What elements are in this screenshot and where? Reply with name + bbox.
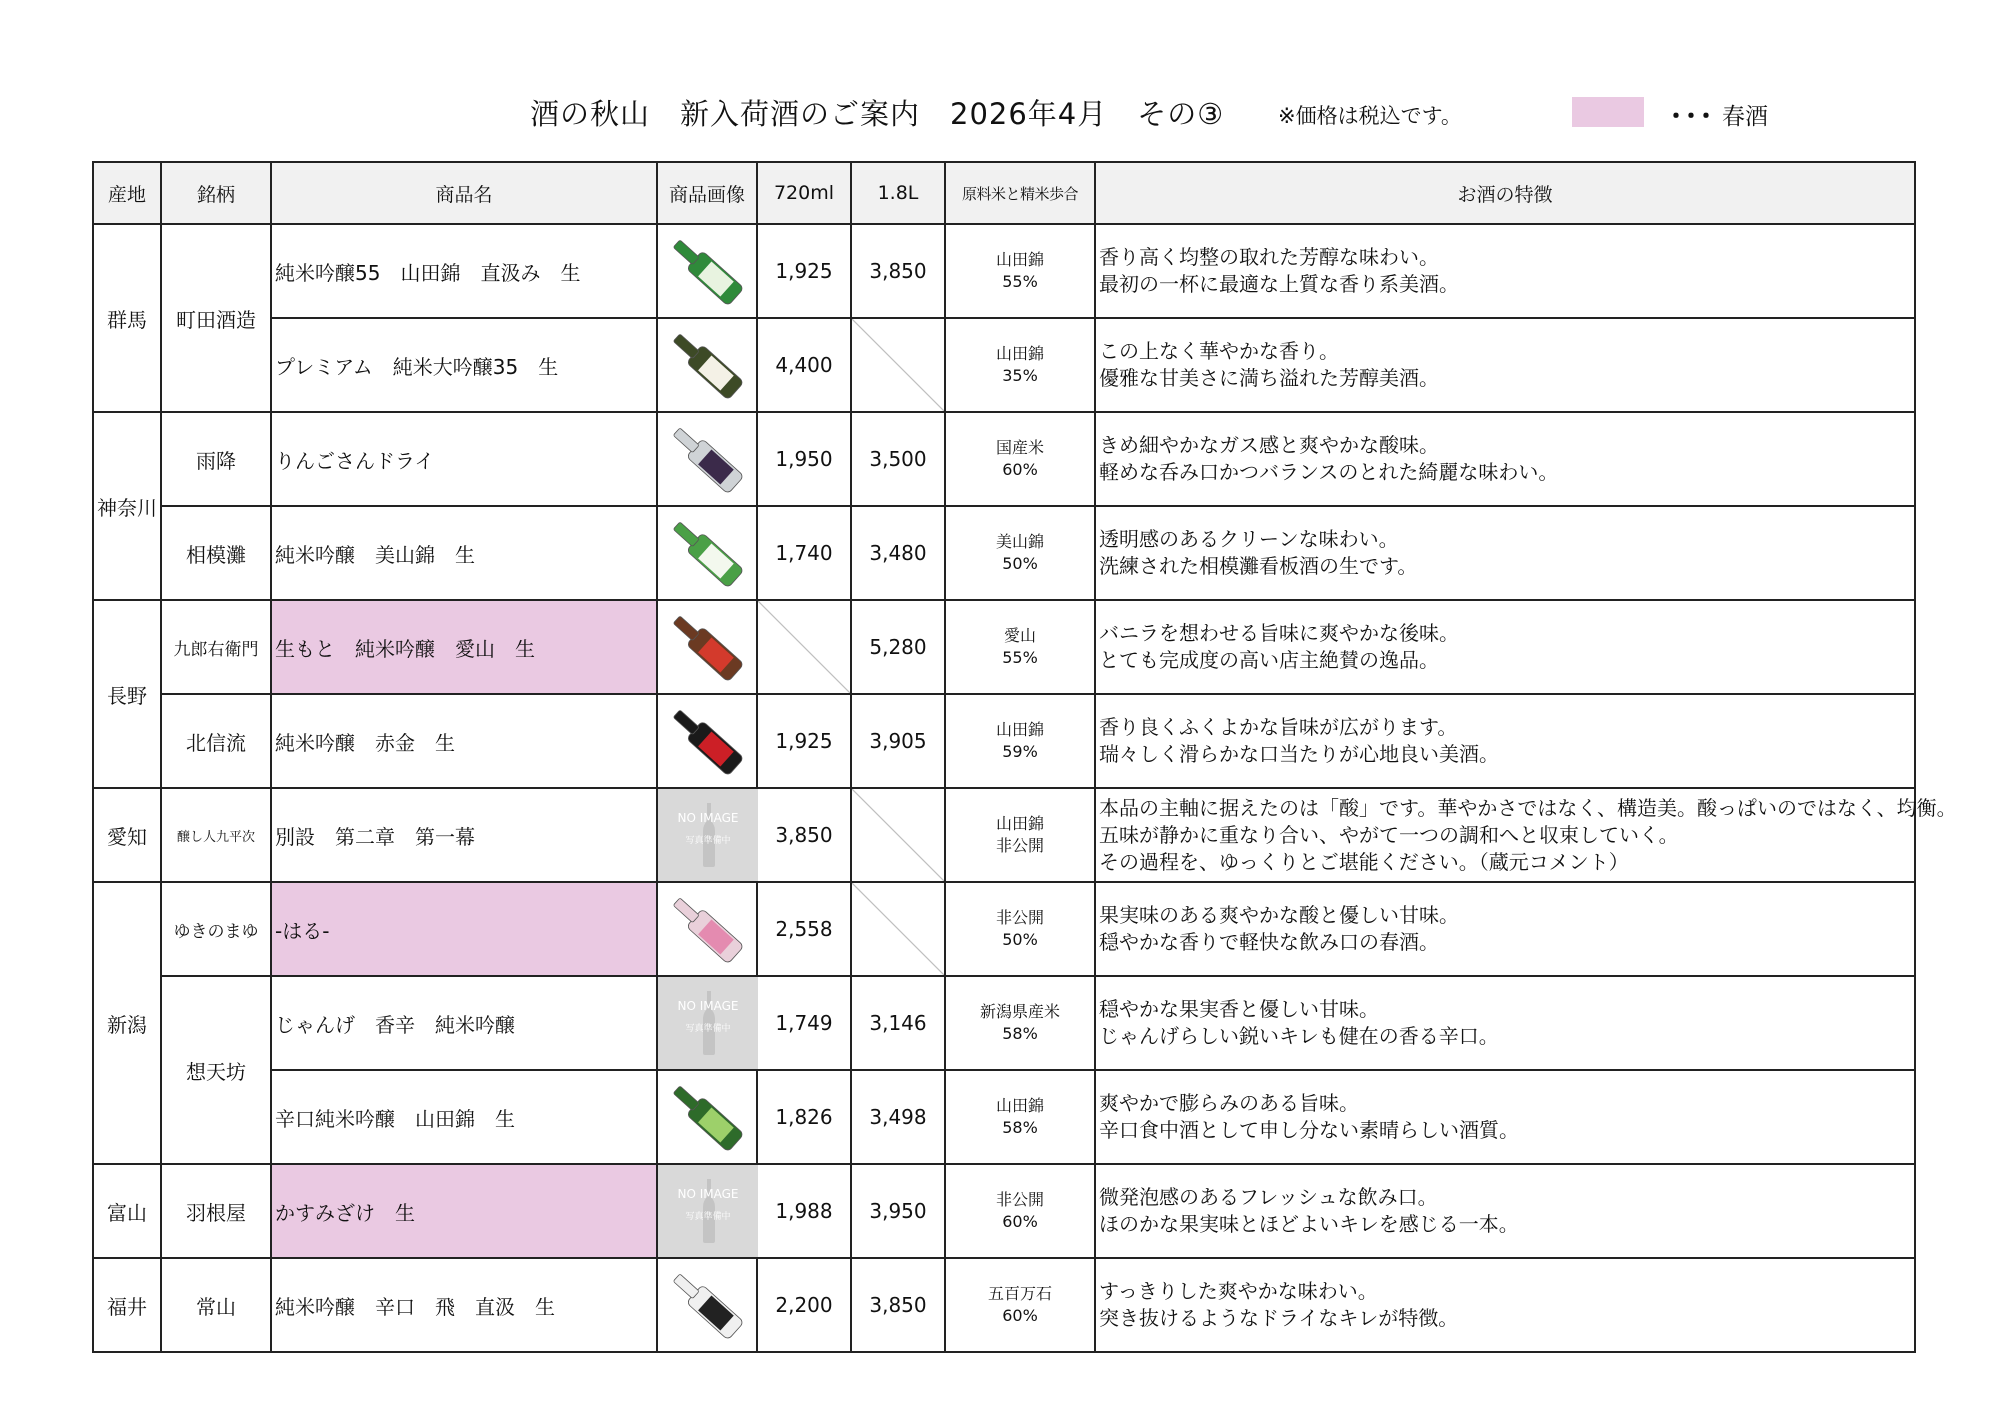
price-720ml-cell: 1,740 [757, 506, 851, 600]
no-image-label: NO IMAGE [677, 1187, 739, 1201]
bottle-icon [667, 510, 747, 596]
description-line: じゃんげらしい鋭いキレも健在の香る辛口。 [1099, 1024, 1499, 1048]
description-line: この上なく華やかな香り。 [1099, 339, 1339, 363]
rice-name: 非公開 [995, 908, 1044, 927]
rice-name: 国産米 [995, 438, 1044, 457]
tax-note: ※価格は税込です。 [1278, 104, 1462, 128]
table-row [93, 882, 1915, 976]
table-body [93, 224, 1957, 1352]
brand-cell: 相模灘 [161, 506, 271, 600]
polish-ratio: 60% [1002, 1306, 1038, 1325]
description-line: 軽めな呑み口かつバランスのとれた綺麗な味わい。 [1099, 460, 1559, 484]
brand-cell: 醸し人九平次 [161, 788, 271, 882]
no-image-label: NO IMAGE [677, 999, 739, 1013]
table-row [93, 1258, 1915, 1352]
polish-ratio: 50% [1002, 930, 1038, 949]
col-header-image: 商品画像 [657, 162, 757, 224]
no-image-label: NO IMAGE [677, 811, 739, 825]
description-line: 辛口食中酒として申し分ない素晴らしい酒質。 [1099, 1118, 1519, 1142]
description-line: 穏やかな香りで軽快な飲み口の春酒。 [1099, 930, 1439, 954]
product-image-cell [657, 976, 757, 1070]
polish-ratio: 55% [1002, 272, 1038, 291]
description-line: すっきりした爽やかな味わい。 [1099, 1279, 1378, 1303]
table-row [93, 976, 1915, 1070]
polish-ratio: 58% [1002, 1118, 1038, 1137]
brand-cell: 想天坊 [161, 976, 271, 1164]
brand-cell: 北信流 [161, 694, 271, 788]
product-image-cell [657, 882, 757, 976]
bottle-icon [667, 604, 747, 690]
rice-cell [945, 600, 1095, 694]
table-header-row [93, 162, 1915, 224]
description-line: その過程を、ゆっくりとご堪能ください。（蔵元コメント） [1099, 849, 1629, 874]
description-cell [1095, 1070, 1915, 1164]
rice-cell [945, 976, 1095, 1070]
bottle-icon [667, 1262, 747, 1348]
price-1800ml-cell [851, 318, 945, 412]
polish-ratio: 55% [1002, 648, 1038, 667]
rice-cell [945, 318, 1095, 412]
price-720ml-cell: 3,850 [757, 788, 851, 882]
page-title: 酒の秋山 新入荷酒のご案内 2026年4月 その③ [530, 97, 1225, 131]
description-line: とても完成度の高い店主絶賛の逸品。 [1099, 648, 1439, 672]
description-cell [1095, 1164, 1915, 1258]
rice-cell [945, 882, 1095, 976]
rice-name: 五百万石 [987, 1284, 1052, 1303]
region-cell: 群馬 [93, 224, 161, 412]
brand-cell: 常山 [161, 1258, 271, 1352]
product-name-cell: 別設 第二章 第一幕 [271, 788, 657, 882]
rice-name: 非公開 [995, 1190, 1044, 1209]
price-720ml-cell: 2,200 [757, 1258, 851, 1352]
rice-cell [945, 506, 1095, 600]
description-line: 五味が静かに重なり合い、やがて一つの調和へと収束していく。 [1099, 822, 1679, 847]
price-1800ml-cell [851, 788, 945, 882]
description-line: 本品の主軸に据えたのは「酸」です。華やかさではなく、構造美。酸っぱいのではなく、均衡。 [1099, 795, 1957, 820]
description-line: バニラを想わせる旨味に爽やかな後味。 [1099, 621, 1459, 645]
description-cell [1095, 788, 1957, 882]
col-header-region: 産地 [93, 162, 161, 224]
brand-cell: 九郎右衛門 [161, 600, 271, 694]
product-image-cell [657, 694, 757, 788]
page-header [0, 92, 2000, 132]
product-name-cell: 純米吟醸55 山田錦 直汲み 生 [271, 224, 657, 318]
price-720ml-cell: 1,925 [757, 224, 851, 318]
table-row [93, 694, 1915, 788]
rice-cell [945, 1258, 1095, 1352]
description-cell [1095, 318, 1915, 412]
bottle-icon [667, 416, 747, 502]
price-720ml-cell: 1,826 [757, 1070, 851, 1164]
description-line: 微発泡感のあるフレッシュな飲み口。 [1099, 1185, 1438, 1209]
price-720ml-cell: 1,950 [757, 412, 851, 506]
table-row [93, 788, 1915, 882]
price-1800ml-cell: 3,498 [851, 1070, 945, 1164]
rice-cell [945, 1070, 1095, 1164]
table-row [93, 224, 1915, 318]
region-cell: 福井 [93, 1258, 161, 1352]
rice-name: 愛山 [1003, 626, 1036, 645]
description-line: 洗練された相模灘看板酒の生です。 [1099, 554, 1418, 578]
price-720ml-cell: 1,925 [757, 694, 851, 788]
polish-ratio: 50% [1002, 554, 1038, 573]
product-image-cell [657, 1070, 757, 1164]
product-image-cell [657, 600, 757, 694]
product-image-cell [657, 1164, 757, 1258]
brand-cell: 雨降 [161, 412, 271, 506]
polish-ratio: 60% [1002, 460, 1038, 479]
region-cell: 富山 [93, 1164, 161, 1258]
product-name-cell: 純米吟醸 赤金 生 [271, 694, 657, 788]
product-name-cell: じゃんげ 香辛 純米吟醸 [271, 976, 657, 1070]
description-line: きめ細やかなガス感と爽やかな酸味。 [1099, 433, 1439, 457]
region-cell: 長野 [93, 600, 161, 788]
product-name-cell: -はる- [271, 882, 657, 976]
legend-label: 春酒 [1722, 104, 1768, 130]
polish-ratio: 60% [1002, 1212, 1038, 1231]
product-name-cell: りんごさんドライ [271, 412, 657, 506]
no-image-placeholder [658, 789, 758, 881]
description-line: 優雅な甘美さに満ち溢れた芳醇美酒。 [1099, 366, 1439, 390]
rice-name: 新潟県産米 [979, 1002, 1060, 1021]
price-720ml-cell: 4,400 [757, 318, 851, 412]
table-row [93, 506, 1915, 600]
product-name-cell: かすみざけ 生 [271, 1164, 657, 1258]
rice-name: 美山錦 [995, 532, 1044, 551]
description-line: 透明感のあるクリーンな味わい。 [1099, 527, 1399, 551]
no-image-sublabel: 写真準備中 [685, 1212, 731, 1222]
rice-name: 山田錦 [995, 720, 1044, 739]
price-1800ml-cell: 3,146 [851, 976, 945, 1070]
description-line: 瑞々しく滑らかな口当たりが心地良い美酒。 [1099, 742, 1499, 766]
price-720ml-cell: 1,988 [757, 1164, 851, 1258]
no-image-placeholder [658, 977, 758, 1069]
col-header-product: 商品名 [271, 162, 657, 224]
price-1800ml-cell: 5,280 [851, 600, 945, 694]
col-header-rice: 原料米と精米歩合 [945, 162, 1095, 224]
description-line: 香り高く均整の取れた芳醇な味わい。 [1099, 245, 1439, 269]
description-cell [1095, 694, 1915, 788]
price-1800ml-cell [851, 882, 945, 976]
product-name-cell: 純米吟醸 辛口 飛 直汲 生 [271, 1258, 657, 1352]
product-image-cell [657, 788, 757, 882]
col-header-description: お酒の特徴 [1095, 162, 1915, 224]
rice-cell [945, 694, 1095, 788]
product-name-cell: 純米吟醸 美山錦 生 [271, 506, 657, 600]
product-image-cell [657, 506, 757, 600]
product-image-cell [657, 318, 757, 412]
bottle-icon [667, 228, 747, 314]
product-name-cell: プレミアム 純米大吟醸35 生 [271, 318, 657, 412]
description-line: 突き抜けるようなドライなキレが特徴。 [1099, 1306, 1459, 1330]
description-line: 香り良くふくよかな旨味が広がります。 [1099, 715, 1458, 739]
polish-ratio: 59% [1002, 742, 1038, 761]
legend-dots: ･･･ [1670, 102, 1715, 130]
rice-cell [945, 412, 1095, 506]
description-cell [1095, 506, 1915, 600]
region-cell: 新潟 [93, 882, 161, 1164]
col-header-brand: 銘柄 [161, 162, 271, 224]
price-720ml-cell: 2,558 [757, 882, 851, 976]
description-cell [1095, 412, 1915, 506]
rice-cell [945, 224, 1095, 318]
brand-cell: ゆきのまゆ [161, 882, 271, 976]
no-image-placeholder [658, 1165, 758, 1257]
price-1800ml-cell: 3,850 [851, 1258, 945, 1352]
price-1800ml-cell: 3,850 [851, 224, 945, 318]
product-image-cell [657, 224, 757, 318]
polish-ratio: 35% [1002, 366, 1038, 385]
table-row [93, 412, 1915, 506]
region-cell: 神奈川 [93, 412, 161, 600]
bottle-icon [667, 1074, 747, 1160]
description-cell [1095, 224, 1915, 318]
description-cell [1095, 976, 1915, 1070]
sake-table [92, 161, 1957, 1353]
col-header-1800ml: 1.8L [851, 162, 945, 224]
brand-cell: 町田酒造 [161, 224, 271, 412]
description-line: 穏やかな果実香と優しい甘味。 [1099, 997, 1379, 1021]
rice-name: 山田錦 [995, 250, 1044, 269]
no-image-sublabel: 写真準備中 [685, 1024, 731, 1034]
price-720ml-cell [757, 600, 851, 694]
table-row [93, 1070, 1915, 1164]
table-row [93, 318, 1915, 412]
price-720ml-cell: 1,749 [757, 976, 851, 1070]
bottle-icon [667, 698, 747, 784]
description-line: 果実味のある爽やかな酸と優しい甘味。 [1099, 903, 1459, 927]
rice-cell [945, 1164, 1095, 1258]
bottle-icon [667, 322, 747, 408]
polish-ratio: 58% [1002, 1024, 1038, 1043]
region-cell: 愛知 [93, 788, 161, 882]
table-row [93, 1164, 1915, 1258]
price-1800ml-cell: 3,500 [851, 412, 945, 506]
product-name-cell: 生もと 純米吟醸 愛山 生 [271, 600, 657, 694]
description-cell [1095, 600, 1915, 694]
description-line: ほのかな果実味とほどよいキレを感じる一本。 [1099, 1212, 1519, 1236]
price-1800ml-cell: 3,480 [851, 506, 945, 600]
table-row [93, 600, 1915, 694]
product-image-cell [657, 1258, 757, 1352]
no-image-sublabel: 写真準備中 [685, 836, 731, 846]
polish-ratio: 非公開 [995, 836, 1044, 855]
price-1800ml-cell: 3,905 [851, 694, 945, 788]
legend-swatch [1572, 97, 1644, 127]
bottle-icon [667, 886, 747, 972]
rice-name: 山田錦 [995, 344, 1044, 363]
brand-cell: 羽根屋 [161, 1164, 271, 1258]
product-name-cell: 辛口純米吟醸 山田錦 生 [271, 1070, 657, 1164]
price-1800ml-cell: 3,950 [851, 1164, 945, 1258]
rice-cell [945, 788, 1095, 882]
product-image-cell [657, 412, 757, 506]
description-cell [1095, 882, 1915, 976]
description-line: 爽やかで膨らみのある旨味。 [1099, 1091, 1359, 1115]
col-header-720ml: 720ml [757, 162, 851, 224]
rice-name: 山田錦 [995, 814, 1044, 833]
description-line: 最初の一杯に最適な上質な香り系美酒。 [1099, 272, 1459, 296]
rice-name: 山田錦 [995, 1096, 1044, 1115]
description-cell [1095, 1258, 1915, 1352]
